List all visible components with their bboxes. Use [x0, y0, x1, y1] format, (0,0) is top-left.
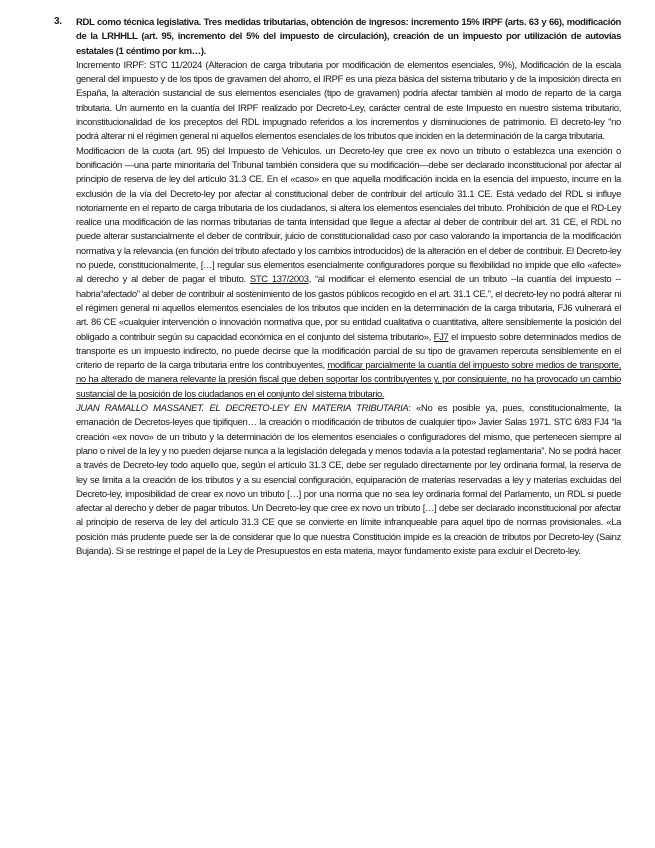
ramallo-text: : «No es posible ya, pues, constitucionalmente, la emanación de Decretos-leyes que tipifiquen… la creación o modificación de tributos de cualquier tipo» Javier Salas 1971. STC 6/83 FJ4 “la creación «ex novo» de un tributo y la determinación de los elementos esenciales o configuradores del mismo, que pertenecen siempre al plano o nivel de la ley y no pueden dejarse nunca a la legislación delegada y menos todavía a la potestad reglamentaria”. No se podrá hacer a través de Decreto-ley todo aquello que, según el artículo 31.3 CE, debe ser regulado directamente por ley ordinaria formal, la reserva de ley se limita a la creación de los tributos y a su esencial configuración, equiparación de materias reservadas a ley y materias excluidas del Decreto-ley, imposibilidad de crear ex novo un tributo […] por una norma que no sea ley ordinaria formal del Parlamento, un RDL si puede afectar al derecho y deber de pagar tributos. Un Decreto-ley que cree ex novo un tributo […] debe ser declarado inconstitucional por afectar al principio de reserva de ley del artículo 31.3 CE que se convierte en límite infranqueable para aquel tipo de normas provisionales. «La posición más prudente puede ser la de considerar que lo que nuestra Constitución impide es la creación de tributos por Decreto-ley (Sainz Bujanda). Si se restringe el papel de la Ley de Presupuestos en esta materia, mayor fundamento existe para excluir el Decreto-ley. — [76, 403, 621, 557]
author-citation: JUAN RAMALLO MASSANET. EL DECRETO-LEY EN MATERIA TRIBUTARIA — [76, 403, 409, 415]
vehicle-tax-text-1: Modificacion de la cuota (art. 95) del Impuesto de Vehiculos. un Decreto-ley que cree ex novo un tributo o establezca una exención o bonificación —una parte minoritaria del Tribunal también considera que su modificación—debe ser declarado inconstitucional por afectar al principio de reserva de ley del artículo 31.3 CE. En el «caso» en que aquella modificación incida en la esencia del impuesto, incurre en la exclusión de la vía del Decreto-ley por afectar al constitucional deber de contribuir del artículo 31.1 CE. Está vedado del RDL si influye notoriamente en el reparto de carga tributaria de los ciudadanos, si altera los elementos esenciales del tributo. Prohibición de que el RD-Ley realice una modificación de las normas tributarias de tanta intensidad que llegue a afectar al deber de contribuir del art. 31 CE, el RDL no puede alterar sustancialmente el deber de contribuir, juicio de constitucionalidad caso por caso valorando la importancia de la modificación normativa y la relevancia (en función del tributo afectado y los cambios introducidos) de la alteración en el deber de contribuir. El Decreto-ley no puede, constitucionalmente, […] regular sus elementos esencialmente configuradores porque su flexibilidad no impide que ello «afecte» al derecho y al deber de pagar el tributo. — [76, 145, 621, 286]
vehicle-tax-text-3: el impuesto sobre determinados medios de transporte es un impuesto indirecto, no puede decirse que la modificación parcial de su tipo de gravamen repercuta sensiblemente en el criterio de reparto de la carga tributaria entre los contribuyentes, — [76, 331, 621, 372]
vehicle-tax-text-2: , “al modificar el elemento esencial de un tributo --la cuantía del impuesto -- habria“afectado” al deber de contribuir al sostenimiento de los gastos públicos recogido en el art. 31.1 CE.”, el decreto-ley no podrá alterar ni el régimen general ni aquellos elementos esenciales de los tributos que inciden en la determinación de la carga tributaria, FJ6 vulnerará el art. 86 CE «cualquier intervención o innovación normativa que, por su entidad cualitativa o cuantitativa, altere sensiblemente la posición del obligado a contribuir según su capacidad económica en el conjunto del sistema tributario», — [76, 274, 621, 343]
vehicle-tax-paragraph — [76, 145, 621, 402]
question-heading: RDL como técnica legislativa. Tres medidas tributarias, obtención de ingresos: incremento 15% IRPF (arts. 63 y 66), modificación de la LRHHLL (art. 95, incremento del 5% del impuesto de circulación), creación de un impuesto por utilización de autovías estatales (1 céntimo por km…). — [76, 17, 621, 57]
irpf-paragraph: Incremento IRPF: STC 11/2024 (Alteracion de carga tributaria por modificación de elementos esenciales, 9%), Modificación de la escala general del impuesto y de los tipos de gravamen del ahorro, el IRPF es una pieza básica del sistema tributario y de la imposición directa en España, la alteración sustancial de sus elementos esenciales (tipo de gravamen) podría afectar también al modo de reparto de la carga tributaria. Un aumento en la cuantía del IRPF realizado por Decreto-Ley, carácter central de este Impuesto en nuestro sistema tributario, inconstitucionalidad de los preceptos del RDL impugnado referidos a los incrementos y disminuciones de patrimonio. El decreto-ley "no podrá alterar ni el régimen general ni aquellos elementos esenciales de los tributos que inciden en la determinación de la carga tributaria. — [76, 59, 621, 143]
underlined-conclusion: modificar parcialmente la cuantía del impuesto sobre medios de transporte, no ha alterado de manera relevante la presión fiscal que deben soportar los contribuyentes y, por consiguiente, no ha provocado un cambio sustancial de la posición de los ciudadanos en el conjunto del sistema tributario. — [76, 360, 622, 400]
stc-reference: STC 137/2003 — [249, 274, 309, 286]
answer-body — [76, 16, 621, 559]
ramallo-paragraph — [76, 402, 621, 559]
fj-reference: FJ7 — [433, 331, 449, 343]
question-number: 3. — [54, 16, 62, 27]
